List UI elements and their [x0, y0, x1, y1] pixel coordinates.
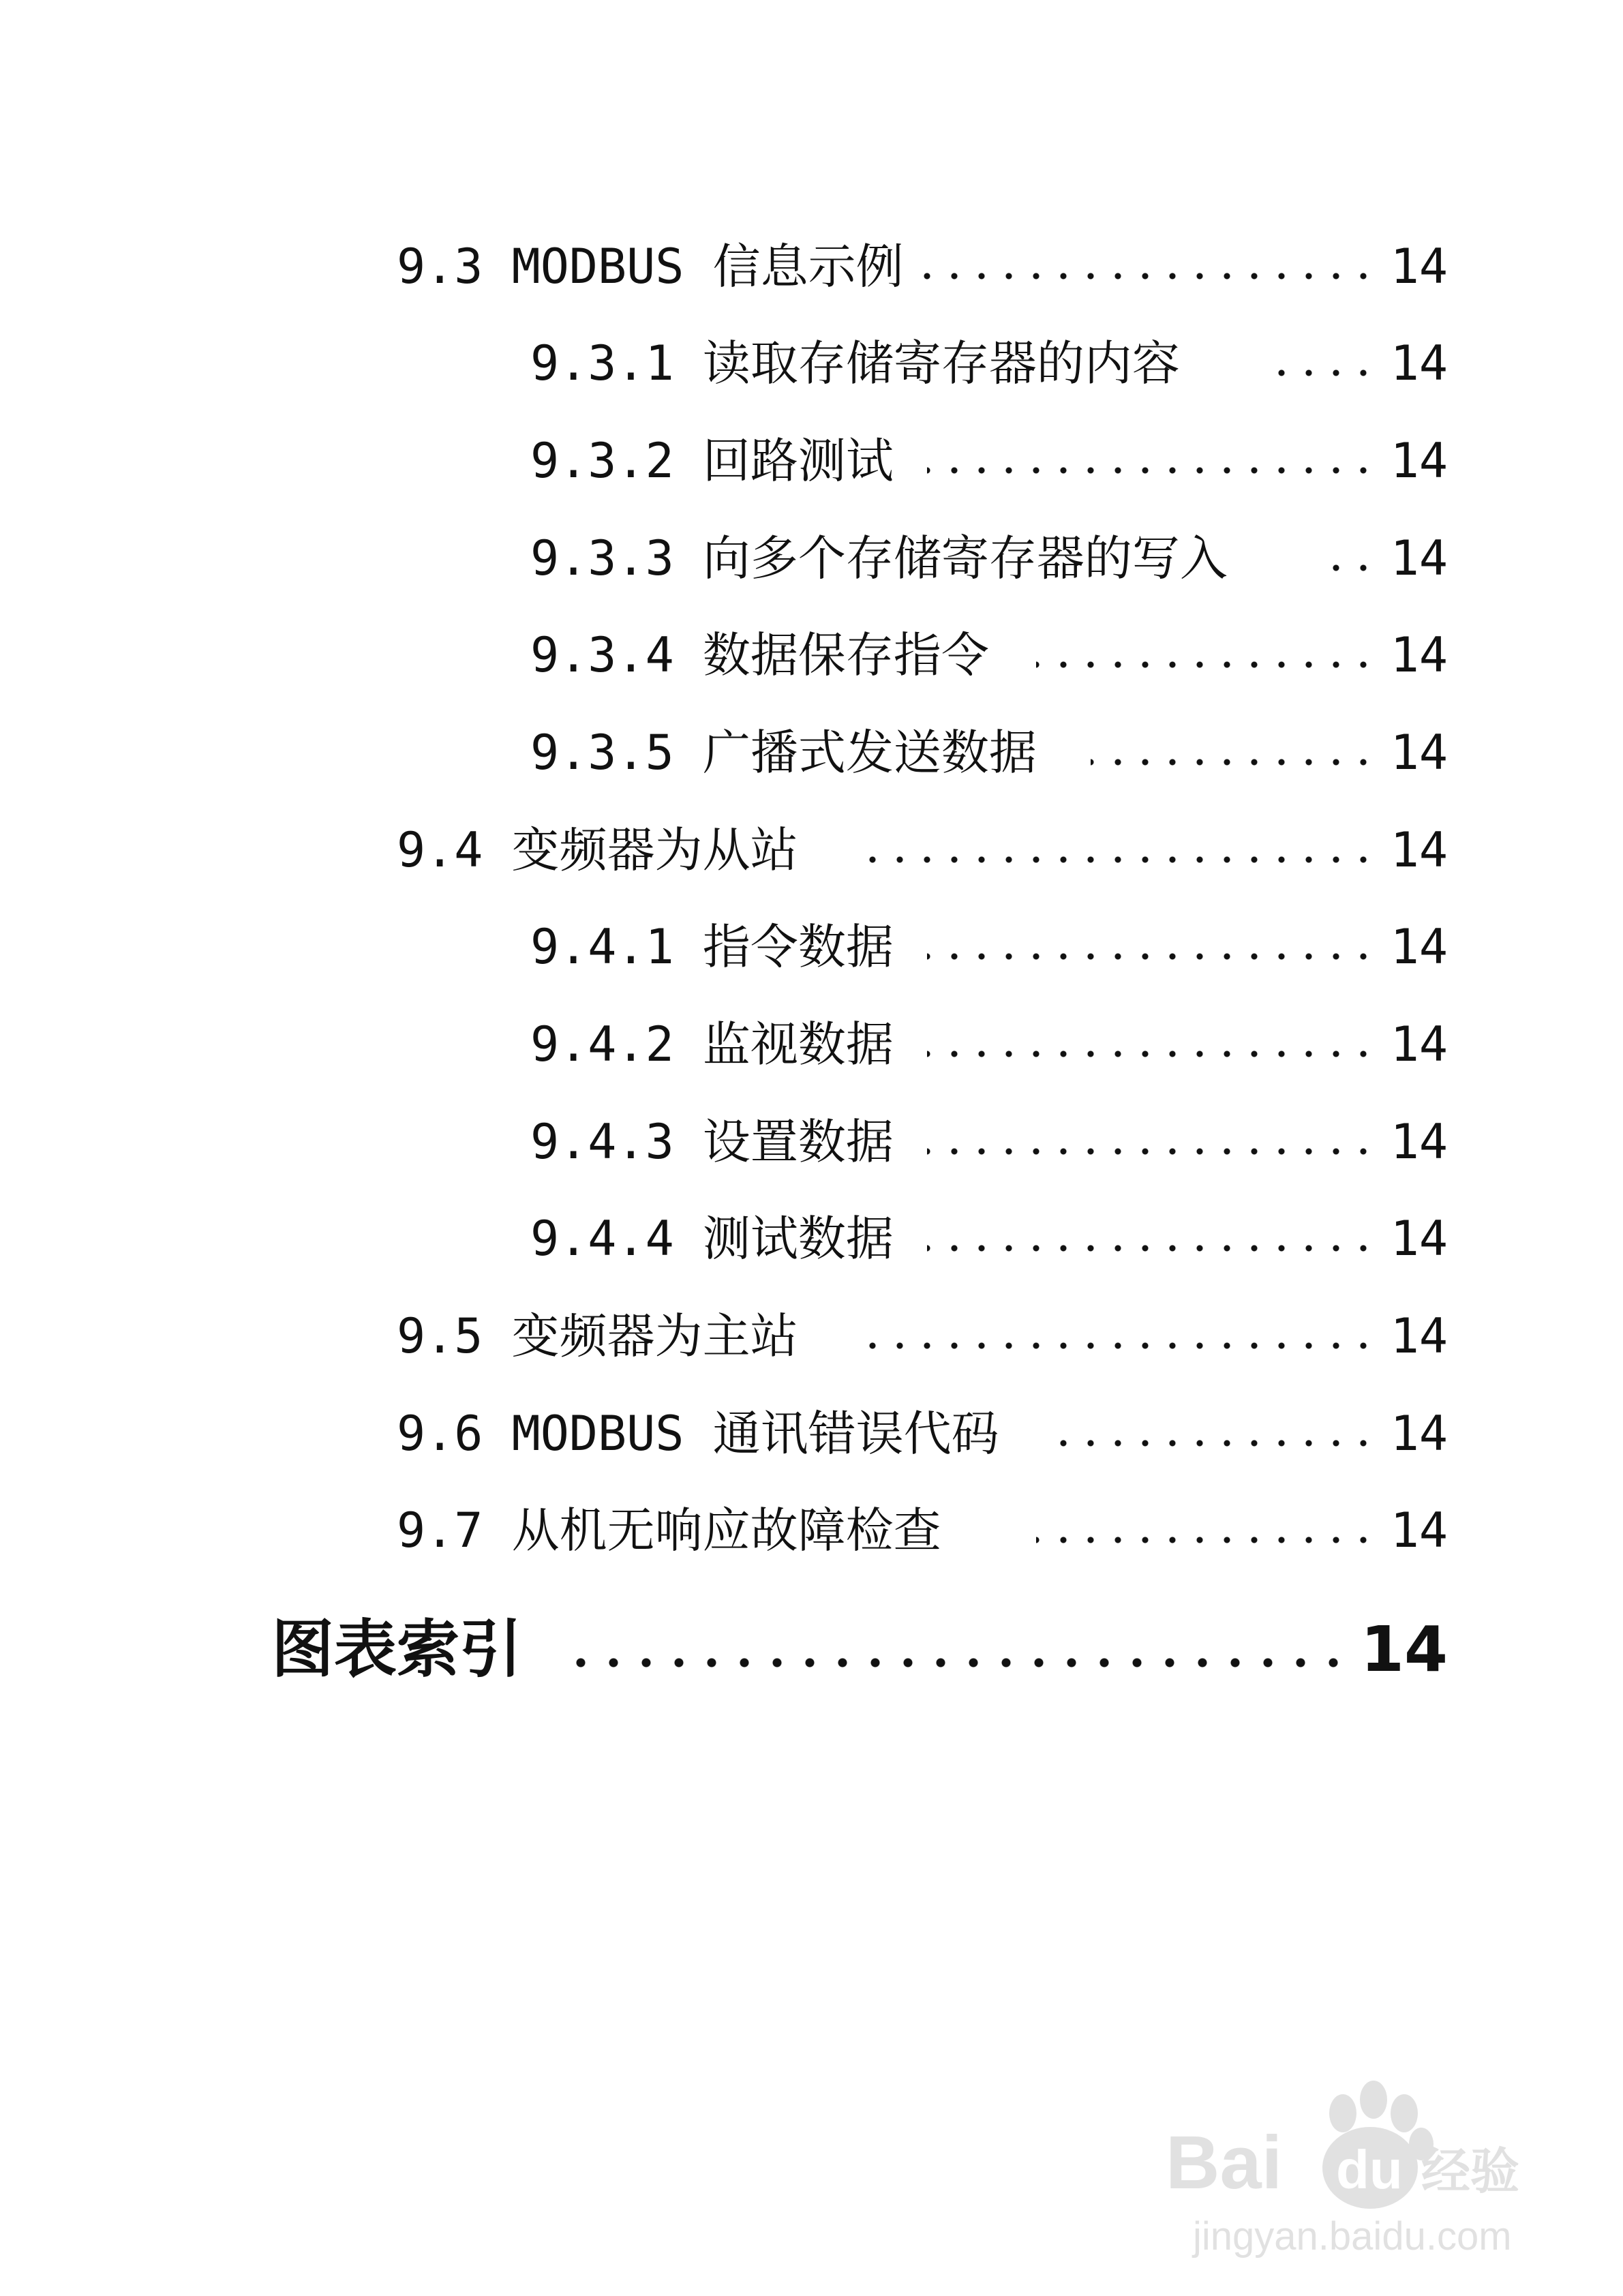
toc-page-number: 14: [1390, 1406, 1448, 1462]
dot-leader: [566, 1602, 1350, 1697]
toc-page-number: 14: [1390, 335, 1448, 391]
watermark-url: jingyan.baidu.com: [1193, 2214, 1512, 2259]
dot-leader: [927, 423, 1377, 498]
dot-leader: [927, 1007, 1377, 1082]
toc-entry-label: 图表索引: [271, 1613, 523, 1686]
dot-leader: [1091, 715, 1377, 790]
toc-page-number: 14: [1390, 627, 1448, 683]
toc-entry-9-4-2[interactable]: [0, 1007, 1623, 1082]
toc-entry-label: 9.3.4 数据保存指令: [530, 627, 989, 683]
toc-entry-label: 9.4.3 设置数据: [530, 1114, 894, 1170]
toc-entry-9-4-1[interactable]: [0, 909, 1623, 984]
watermark-brand-right: 经验: [1421, 2143, 1520, 2200]
dot-leader: [1043, 1396, 1377, 1471]
toc-entry-9-7[interactable]: [0, 1493, 1623, 1568]
toc-entry-9-3-1[interactable]: [0, 326, 1623, 401]
toc-entry-label: 9.6 MODBUS 通讯错误代码: [397, 1406, 999, 1462]
toc-entry-label: 9.3.5 广播式发送数据: [530, 725, 1037, 781]
toc-page-number: 14: [1390, 1502, 1448, 1558]
toc-entry-9-6[interactable]: [0, 1396, 1623, 1471]
toc-page-number: 14: [1390, 725, 1448, 781]
dot-leader: [1268, 326, 1377, 401]
toc-entry-9-3-3[interactable]: [0, 521, 1623, 596]
dot-leader: [859, 1299, 1377, 1374]
watermark-brand-paw: du: [1336, 2139, 1403, 2200]
toc-entry-label: 9.3.2 回路测试: [530, 433, 894, 489]
toc-page-number: 14: [1360, 1613, 1448, 1686]
toc-page-number: 14: [1390, 822, 1448, 878]
watermark-graphic: [1152, 2052, 1534, 2270]
watermark-brand-left: Bai: [1166, 2121, 1283, 2205]
toc-page-number: 14: [1390, 1211, 1448, 1267]
dot-leader: [927, 1104, 1377, 1179]
dot-leader: [927, 909, 1377, 984]
toc-page-number: 14: [1390, 1308, 1448, 1364]
dot-leader: [1036, 1493, 1377, 1568]
toc-entry-label: 9.4.4 测试数据: [530, 1211, 894, 1267]
toc-entry-9-3[interactable]: [0, 229, 1623, 304]
toc-entry-9-4[interactable]: [0, 813, 1623, 888]
toc-entry-9-4-3[interactable]: [0, 1104, 1623, 1179]
toc-page-number: 14: [1390, 1114, 1448, 1170]
toc-entry-9-3-2[interactable]: [0, 423, 1623, 498]
toc-entry-label: 9.4.1 指令数据: [530, 919, 894, 975]
dot-leader: [927, 1201, 1377, 1276]
dot-leader: [907, 229, 1377, 304]
baidu-jingyan-watermark: [1152, 2052, 1534, 2270]
toc-entry-figure-index[interactable]: [0, 1602, 1623, 1697]
toc-entry-label: 9.4 变频器为从站: [397, 822, 798, 878]
toc-entry-label: 9.5 变频器为主站: [397, 1308, 798, 1364]
dot-leader: [1322, 521, 1377, 596]
toc-page-number: 14: [1390, 239, 1448, 294]
dot-leader: [859, 813, 1377, 888]
toc-page-number: 14: [1390, 1016, 1448, 1072]
toc-entry-label: 9.3.3 向多个存储寄存器的写入: [530, 530, 1228, 586]
toc-entry-label: 9.7 从机无响应故障检查: [397, 1502, 941, 1558]
toc-entry-9-4-4[interactable]: [0, 1201, 1623, 1276]
toc-entry-label: 9.4.2 监视数据: [530, 1016, 894, 1072]
toc-entry-label: 9.3 MODBUS 信息示例: [397, 239, 904, 294]
toc-entry-9-5[interactable]: [0, 1299, 1623, 1374]
toc-page-number: 14: [1390, 919, 1448, 975]
dot-leader: [1036, 618, 1377, 693]
toc-page-number: 14: [1390, 433, 1448, 489]
toc-entry-9-3-5[interactable]: [0, 715, 1623, 790]
toc-entry-label: 9.3.1 读取存储寄存器的内容: [530, 335, 1180, 391]
paw-pad: [1322, 2127, 1418, 2209]
toc-entry-9-3-4[interactable]: [0, 618, 1623, 693]
toc-page-number: 14: [1390, 530, 1448, 586]
